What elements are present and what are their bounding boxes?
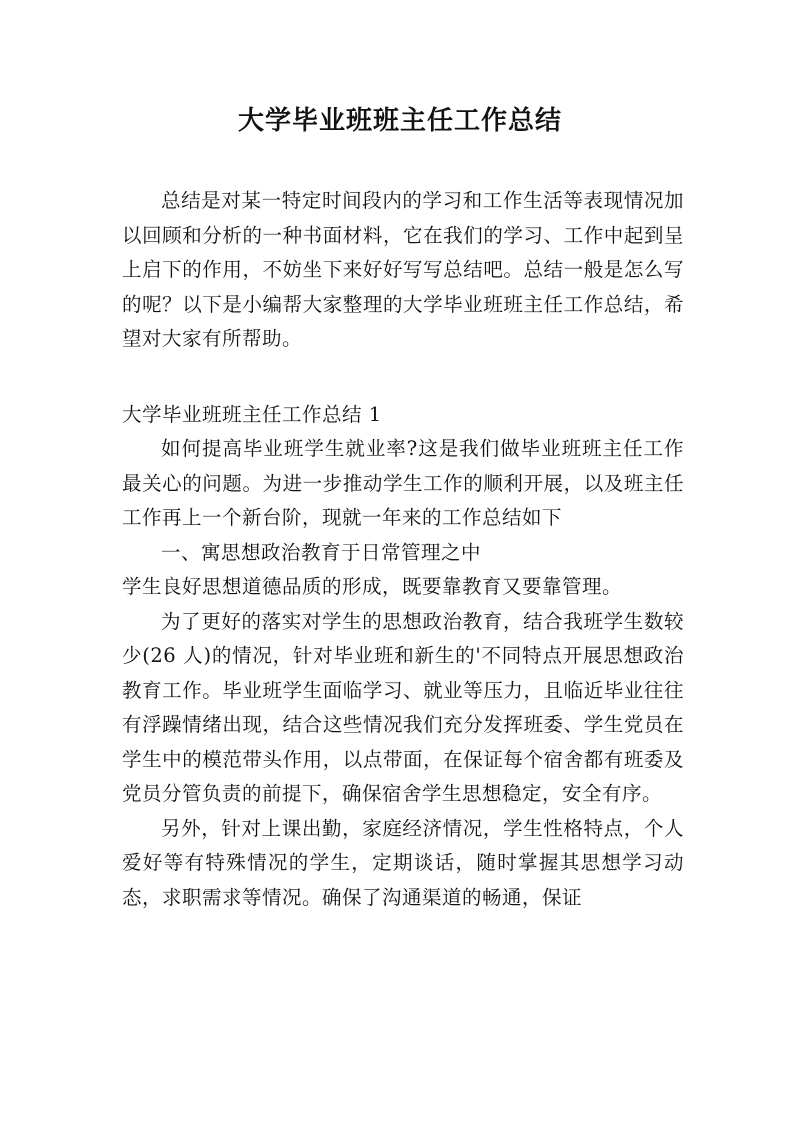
paragraph-2: 学生良好思想道德品质的形成，既要靠教育又要靠管理。 (122, 575, 623, 598)
section-heading-1: 一、寓思想政治教育于日常管理之中 (161, 540, 482, 564)
intro-paragraph: 总结是对某一特定时间段内的学习和工作生活等表现情况加以回顾和分析的一种书面材料，它在我们的学习、工作中起到呈上启下的作用，不妨坐下来好好写写总结吧。总结一般是怎么写的呢？以下是小编帮大家整理的大学毕业班班主任工作总结，希望对大家有所帮助。 (122, 189, 684, 350)
section-title: 大学毕业班班主任工作总结 1 (122, 402, 382, 426)
document-body (122, 184, 684, 915)
paragraph-1: 如何提高毕业班学生就业率?这是我们做毕业班班主任工作最关心的问题。为进一步推动学生工作的顺利开展，以及班主任工作再上一个新台阶，现就一年来的工作总结如下 (122, 437, 684, 529)
paragraph-3: 为了更好的落实对学生的思想政治教育，结合我班学生数较少(26 人)的情况，针对毕业班和新生的'不同特点开展思想政治教育工作。毕业班学生面临学习、就业等压力，且临近毕业往往有浮躁情绪出现，结合这些情况我们充分发挥班委、学生党员在学生中的模范带头作用，以点带面，在保证每个宿舍都有班委及党员分管负责的前提下，确保宿舍学生思想稳定，安全有序。 (122, 609, 684, 805)
paragraph-4: 另外，针对上课出勤，家庭经济情况，学生性格特点，个人爱好等有特殊情况的学生，定期谈话，随时掌握其思想学习动态，求职需求等情况。确保了沟通渠道的畅通，保证 (122, 816, 684, 909)
paragraph-gap (122, 357, 684, 398)
document-title: 大学毕业班班主任工作总结 (237, 106, 562, 136)
